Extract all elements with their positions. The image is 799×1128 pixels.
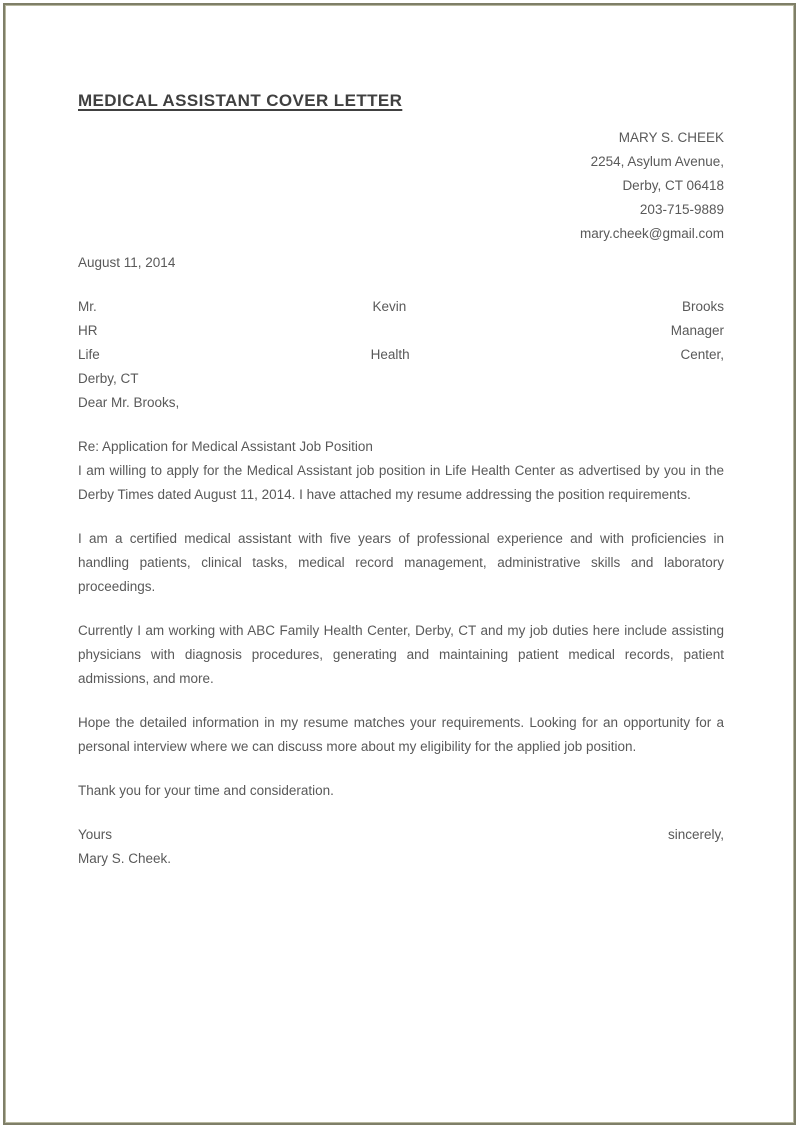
paragraph-1: I am willing to apply for the Medical Assistant job position in Life Health Center as advertised by you in the Derby Times dated August 11, 2014. I have attached my resume addressing the position requirements.	[78, 463, 724, 502]
recipient-last-name: Brooks	[681, 299, 724, 314]
closing-word-2: sincerely,	[667, 827, 724, 842]
closing-block	[78, 823, 724, 871]
paragraph-3: Currently I am working with ABC Family Health Center, Derby, CT and my job duties here include assisting physicians with diagnosis procedures, generating and maintaining patient medical records, patient admissions, and more.	[78, 623, 724, 686]
letter-date: August 11, 2014	[78, 255, 176, 270]
recipient-dept: HR	[78, 323, 98, 338]
sender-phone: 203-715-9889	[639, 202, 724, 217]
sender-contact-block	[78, 126, 724, 246]
closing-word-1: Yours	[78, 827, 113, 842]
recipient-role: Manager	[670, 323, 724, 338]
recipient-block	[78, 295, 724, 415]
sender-name: MARY S. CHEEK	[618, 130, 724, 145]
recipient-first-name: Kevin	[372, 299, 407, 314]
recipient-line-3	[78, 343, 724, 367]
sender-city: Derby, CT 06418	[622, 178, 724, 193]
paragraph-5: Thank you for your time and consideration.	[78, 783, 334, 798]
subject-and-intro	[78, 435, 724, 507]
salutation: Dear Mr. Brooks,	[78, 395, 180, 410]
closing-line	[78, 823, 724, 847]
signature: Mary S. Cheek.	[78, 851, 172, 866]
recipient-company-word-1: Life	[78, 347, 100, 362]
cover-letter-page	[3, 3, 796, 1125]
recipient-company-word-2: Health	[370, 347, 410, 362]
recipient-company-word-3: Center,	[680, 347, 724, 362]
sender-street: 2254, Asylum Avenue,	[590, 154, 724, 169]
page-title: MEDICAL ASSISTANT COVER LETTER	[78, 91, 403, 110]
paragraph-2: I am a certified medical assistant with five years of professional experience and with proficiencies in handling patients, clinical tasks, medical record management, administrative skills and laboratory proceedings.	[78, 531, 724, 594]
sender-email: mary.cheek@gmail.com	[580, 226, 724, 241]
recipient-city: Derby, CT	[78, 371, 139, 386]
recipient-title: Mr.	[78, 299, 97, 314]
recipient-line-2	[78, 319, 724, 343]
subject-line: Re: Application for Medical Assistant Job Position	[78, 439, 373, 454]
recipient-line-1	[78, 295, 724, 319]
paragraph-4: Hope the detailed information in my resume matches your requirements. Looking for an opportunity for a personal interview where we can discuss more about my eligibility for the applied job position.	[78, 715, 724, 754]
